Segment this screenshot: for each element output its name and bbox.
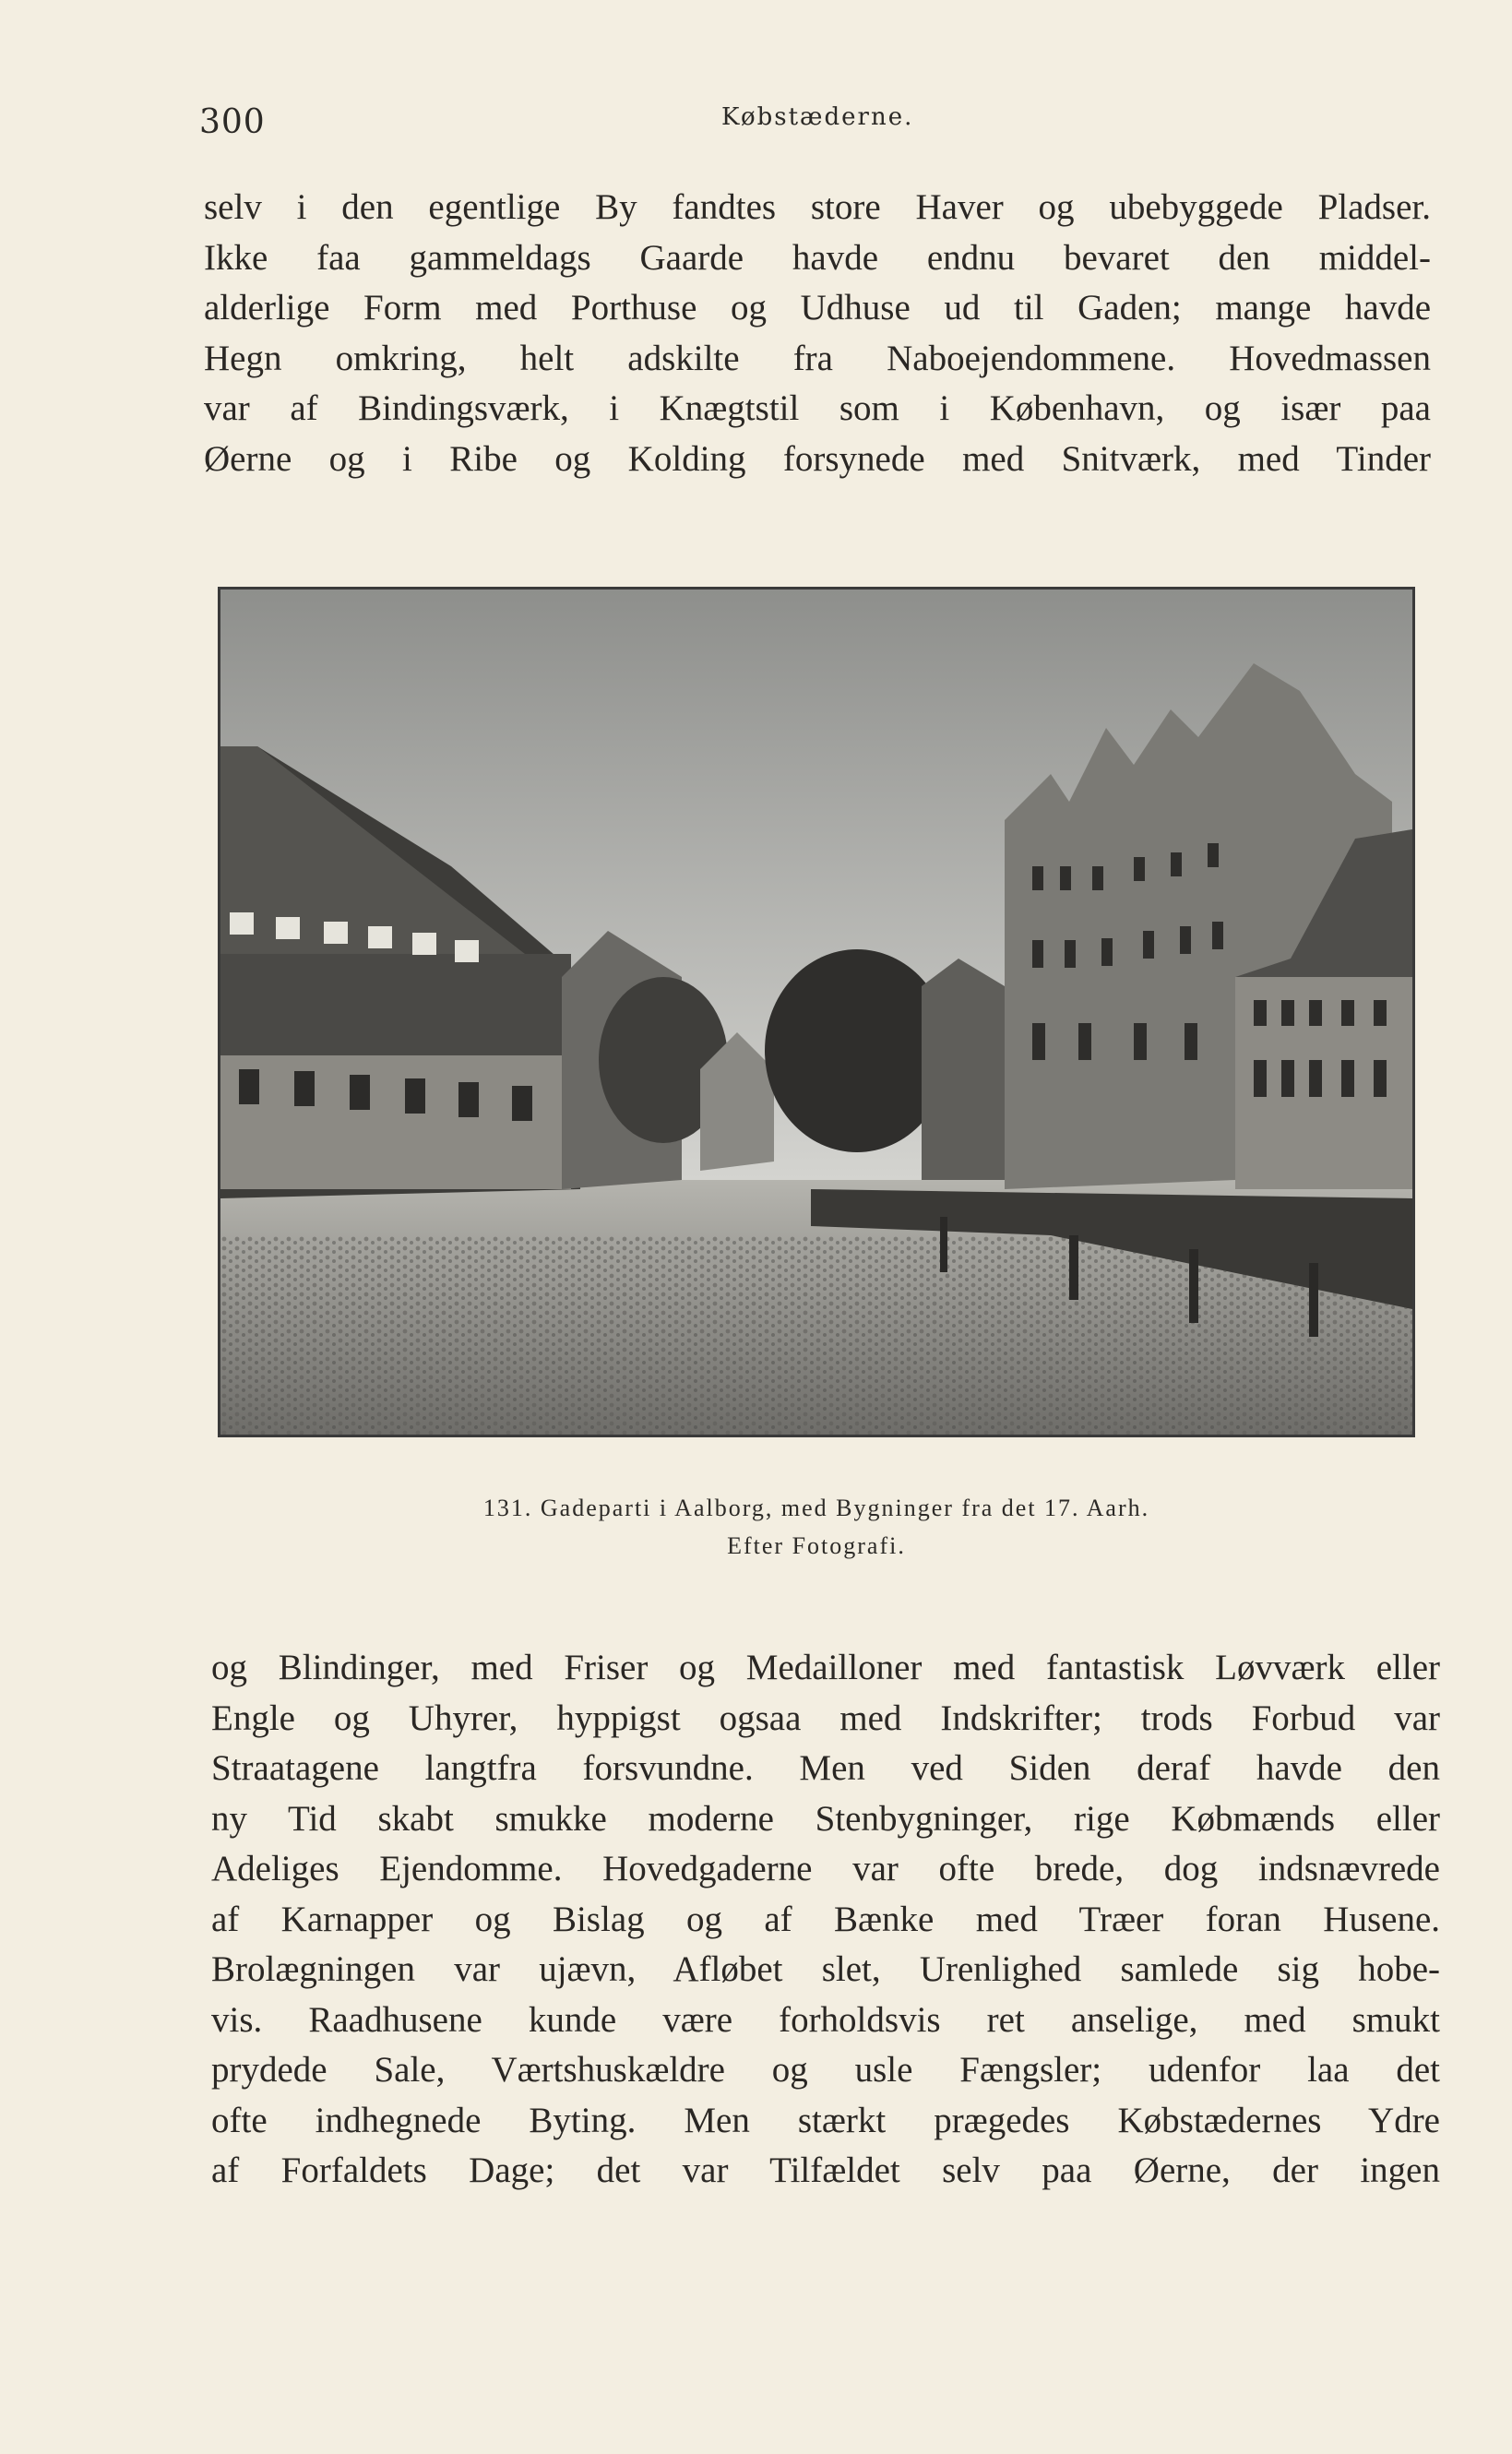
- text-line: vis. Raadhusene kunde være forholdsvis ret anselige, med smukt: [211, 1999, 1440, 2040]
- figure-caption: 131. Gadeparti i Aalborg, med Bygninger fra det 17. Aarh.: [482, 1495, 1150, 1521]
- photograph-aalborg-street: [218, 587, 1415, 1437]
- text-line: alderlige Form med Porthuse og Udhuse ud til Gaden; mange havde: [204, 288, 1431, 328]
- text-line: Øerne og i Ribe og Kolding forsynede med Snitværk, med Tinder: [204, 438, 1431, 479]
- figure-credit: Efter Fotografi.: [727, 1532, 906, 1559]
- text-line: var af Bindingsværk, i Knægtstil som i København, og især paa: [204, 388, 1431, 428]
- body-text-top: [204, 183, 1431, 484]
- text-line: af Karnapper og Bislag og af Bænke med Træer foran Husene.: [211, 1899, 1440, 1939]
- text-line: Hegn omkring, helt adskilte fra Naboejendommene. Hovedmassen: [204, 338, 1431, 378]
- text-line: Engle og Uhyrer, hyppigst ogsaa med Indskrifter; trods Forbud var: [211, 1698, 1440, 1738]
- text-line: Ikke faa gammeldags Gaarde havde endnu bevaret den middel-: [204, 237, 1431, 278]
- body-text-bottom: [211, 1643, 1440, 2197]
- page-number: 300: [199, 103, 266, 141]
- text-line: af Forfaldets Dage; det var Tilfældet selv paa Øerne, der ingen: [211, 2150, 1440, 2190]
- text-line: Brolægningen var ujævn, Afløbet slet, Urenlighed samlede sig hobe-: [211, 1949, 1440, 1989]
- text-line: Adeliges Ejendomme. Hovedgaderne var ofte brede, dog indsnævrede: [211, 1849, 1440, 1888]
- text-line: og Blindinger, med Friser og Medailloner med fantastisk Løvværk eller: [211, 1648, 1440, 1687]
- text-line: ny Tid skabt smukke moderne Stenbygninger, rige Købmænds eller: [211, 1798, 1440, 1839]
- text-line: Straatagene langtfra forsvundne. Men ved Siden deraf havde den: [211, 1748, 1440, 1788]
- page-header: [199, 103, 1435, 149]
- photo-illustration: [220, 590, 1412, 1435]
- running-title: Købstæderne.: [721, 103, 914, 131]
- text-line: selv i den egentlige By fandtes store Haver og ubebyggede Pladser.: [204, 187, 1431, 227]
- text-line: prydede Sale, Værtshuskældre og usle Fængsler; udenfor laa det: [211, 2050, 1440, 2090]
- text-line: ofte indhegnede Byting. Men stærkt prægedes Købstædernes Ydre: [211, 2100, 1440, 2140]
